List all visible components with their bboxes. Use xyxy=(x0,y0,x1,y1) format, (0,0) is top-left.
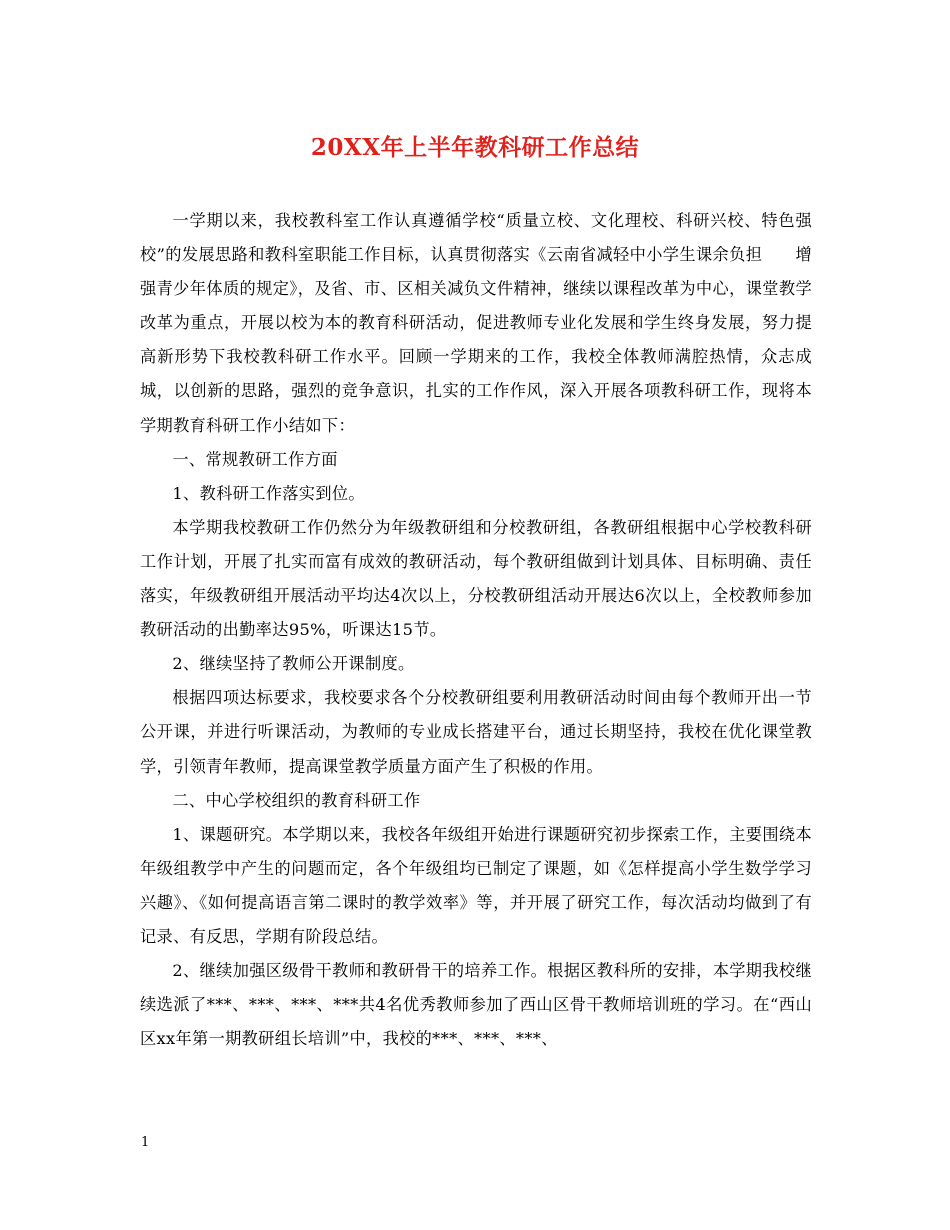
paragraph-open-class: 根据四项达标要求，我校要求各个分校教研组要利用教研活动时间由每个教师开出一节公开课，并进行听课活动，为教师的专业成长搭建平台，通过长期坚持，我校在优化课堂教学，引领青年教师，提高课堂教学质量方面产生了积极的作用。 xyxy=(140,688,812,776)
paragraph-topic-research: 1、课题研究。本学期以来，我校各年级组开始进行课题研究初步探索工作，主要围绕本年级组教学中产生的问题而定，各个年级组均已制定了课题，如《怎样提高小学生数学学习兴趣》、《如何提高语言第二课时的教学效率》等，并开展了研究工作，每次活动均做到了有记录、有反思，学期有阶段总结。 xyxy=(140,824,812,946)
subheading-open-class-system: 2、继续坚持了教师公开课制度。 xyxy=(172,654,415,674)
document-title: 20XX年上半年教科研工作总结 xyxy=(310,134,640,161)
section-heading-central-school-research: 二、中心学校组织的教育科研工作 xyxy=(172,790,421,810)
paragraph-backbone-teachers: 2、继续加强区级骨干教师和教研骨干的培养工作。根据区教科所的安排，本学期我校继续选派了***、***、***、***共4名优秀教师参加了西山区骨干教师培训班的学习。在“西山区xx年第一期教研组长培训”中，我校的***、***、***、 xyxy=(140,961,812,1049)
page-number: 1 xyxy=(141,1135,150,1150)
section-heading-routine-research: 一、常规教研工作方面 xyxy=(172,449,338,469)
intro-paragraph: 一学期以来，我校教科室工作认真遵循学校“质量立校、文化理校、科研兴校、特色强校”的发展思路和教科室职能工作目标，认真贯彻落实《云南省减轻中小学生课余负担 增强青少年体质的规定》，及省、市、区相关减负文件精神，继续以课程改革为中心，课堂教学改革为重点，开展以校为本的教育科研活动，促进教师专业化发展和学生终身发展，努力提高新形势下我校教科研工作水平。回顾一学期来的工作，我校全体教师满腔热情，众志成城，以创新的思路，强烈的竞争意识，扎实的工作作风，深入开展各项教科研工作，现将本学期教育科研工作小结如下： xyxy=(140,211,812,435)
paragraph-research-groups: 本学期我校教研工作仍然分为年级教研组和分校教研组，各教研组根据中心学校教科研工作计划，开展了扎实而富有成效的教研活动，每个教研组做到计划具体、目标明确、责任落实，年级教研组开展活动平均达4次以上，分校教研组活动开展达6次以上，全校教师参加教研活动的出勤率达95%，听课达15节。 xyxy=(140,517,812,640)
document-body xyxy=(140,204,812,1056)
subheading-research-implementation: 1、教科研工作落实到位。 xyxy=(172,483,365,503)
